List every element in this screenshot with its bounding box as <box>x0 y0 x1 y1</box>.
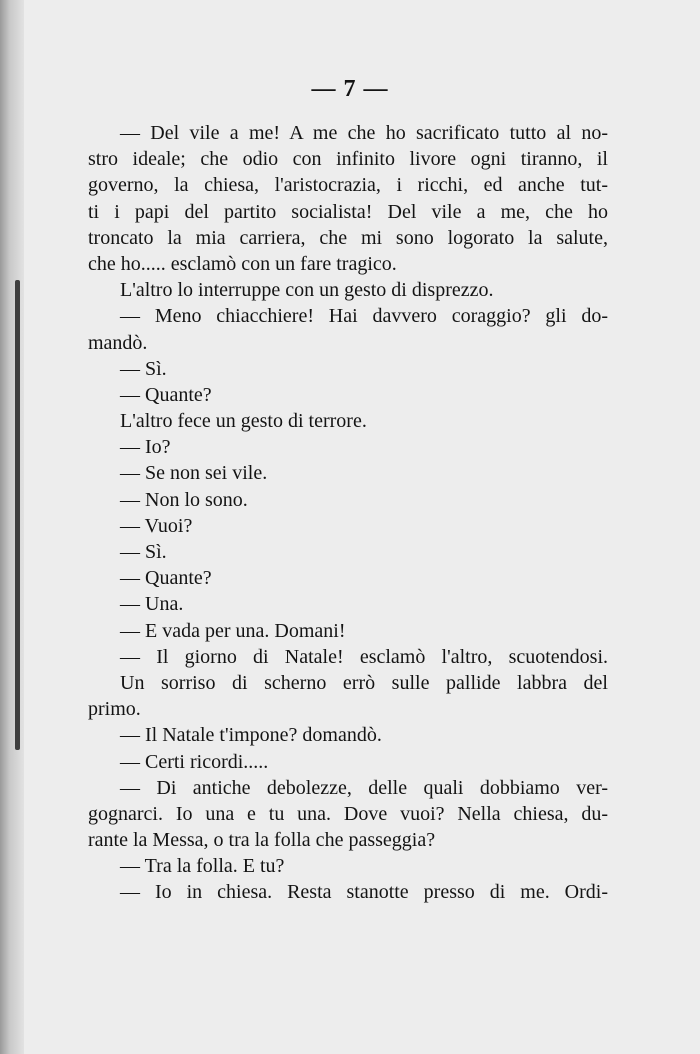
page-number: — 7 — <box>311 76 389 102</box>
text-line: — Se non sei vile. <box>120 462 268 485</box>
text-line: — Sì. <box>120 541 167 563</box>
text-line: mandò. <box>88 331 148 354</box>
text-line: governo, la chiesa, l'aristocrazia, i ricchi, ed anche tut- <box>88 174 608 197</box>
text-line: L'altro lo interruppe con un gesto di disprezzo. <box>120 279 494 302</box>
text-line: — Quante? <box>120 567 212 590</box>
text-line: — Io? <box>120 436 171 459</box>
text-line: — Una. <box>120 593 184 616</box>
text-line: rante la Messa, o tra la folla che passeggia? <box>88 829 436 852</box>
text-line: — Il Natale t'impone? domandò. <box>120 724 382 747</box>
page-binding-edge <box>0 0 24 1054</box>
text-line: che ho..... esclamò con un fare tragico. <box>88 252 397 275</box>
text-line: — Meno chiacchiere! Hai davvero coraggio? gli do- <box>120 305 608 328</box>
text-line: stro ideale; che odio con infinito livore ogni tiranno, il <box>88 148 608 171</box>
text-line: — Di antiche debolezze, delle quali dobbiamo ver- <box>120 776 608 799</box>
binding-shadow <box>15 280 20 750</box>
text-line: — Io in chiesa. Resta stanotte presso di me. Ordi- <box>120 881 608 904</box>
text-line: ti i papi del partito socialista! Del vile a me, che ho <box>88 200 608 223</box>
page-body-text <box>88 120 608 906</box>
text-line: — Sì. <box>120 357 167 380</box>
text-line: primo. <box>88 698 141 721</box>
text-line: Un sorriso di scherno errò sulle pallide labbra del <box>120 671 608 694</box>
text-line: — E vada per una. Domani! <box>120 619 346 642</box>
text-line: — Tra la folla. E tu? <box>120 855 285 878</box>
text-line: — Quante? <box>120 383 212 406</box>
text-line: gognarci. Io una e tu una. Dove vuoi? Nella chiesa, du- <box>88 802 608 825</box>
text-line: — Non lo sono. <box>120 488 248 511</box>
text-line: L'altro fece un gesto di terrore. <box>120 410 367 433</box>
text-line: — Certi ricordi..... <box>120 750 269 773</box>
text-line: — Il giorno di Natale! esclamò l'altro, scuotendosi. <box>120 645 608 668</box>
text-line: — Vuoi? <box>120 514 193 537</box>
text-line: troncato la mia carriera, che mi sono logorato la salute, <box>88 226 608 249</box>
text-line: — Del vile a me! A me che ho sacrificato tutto al no- <box>120 122 608 144</box>
